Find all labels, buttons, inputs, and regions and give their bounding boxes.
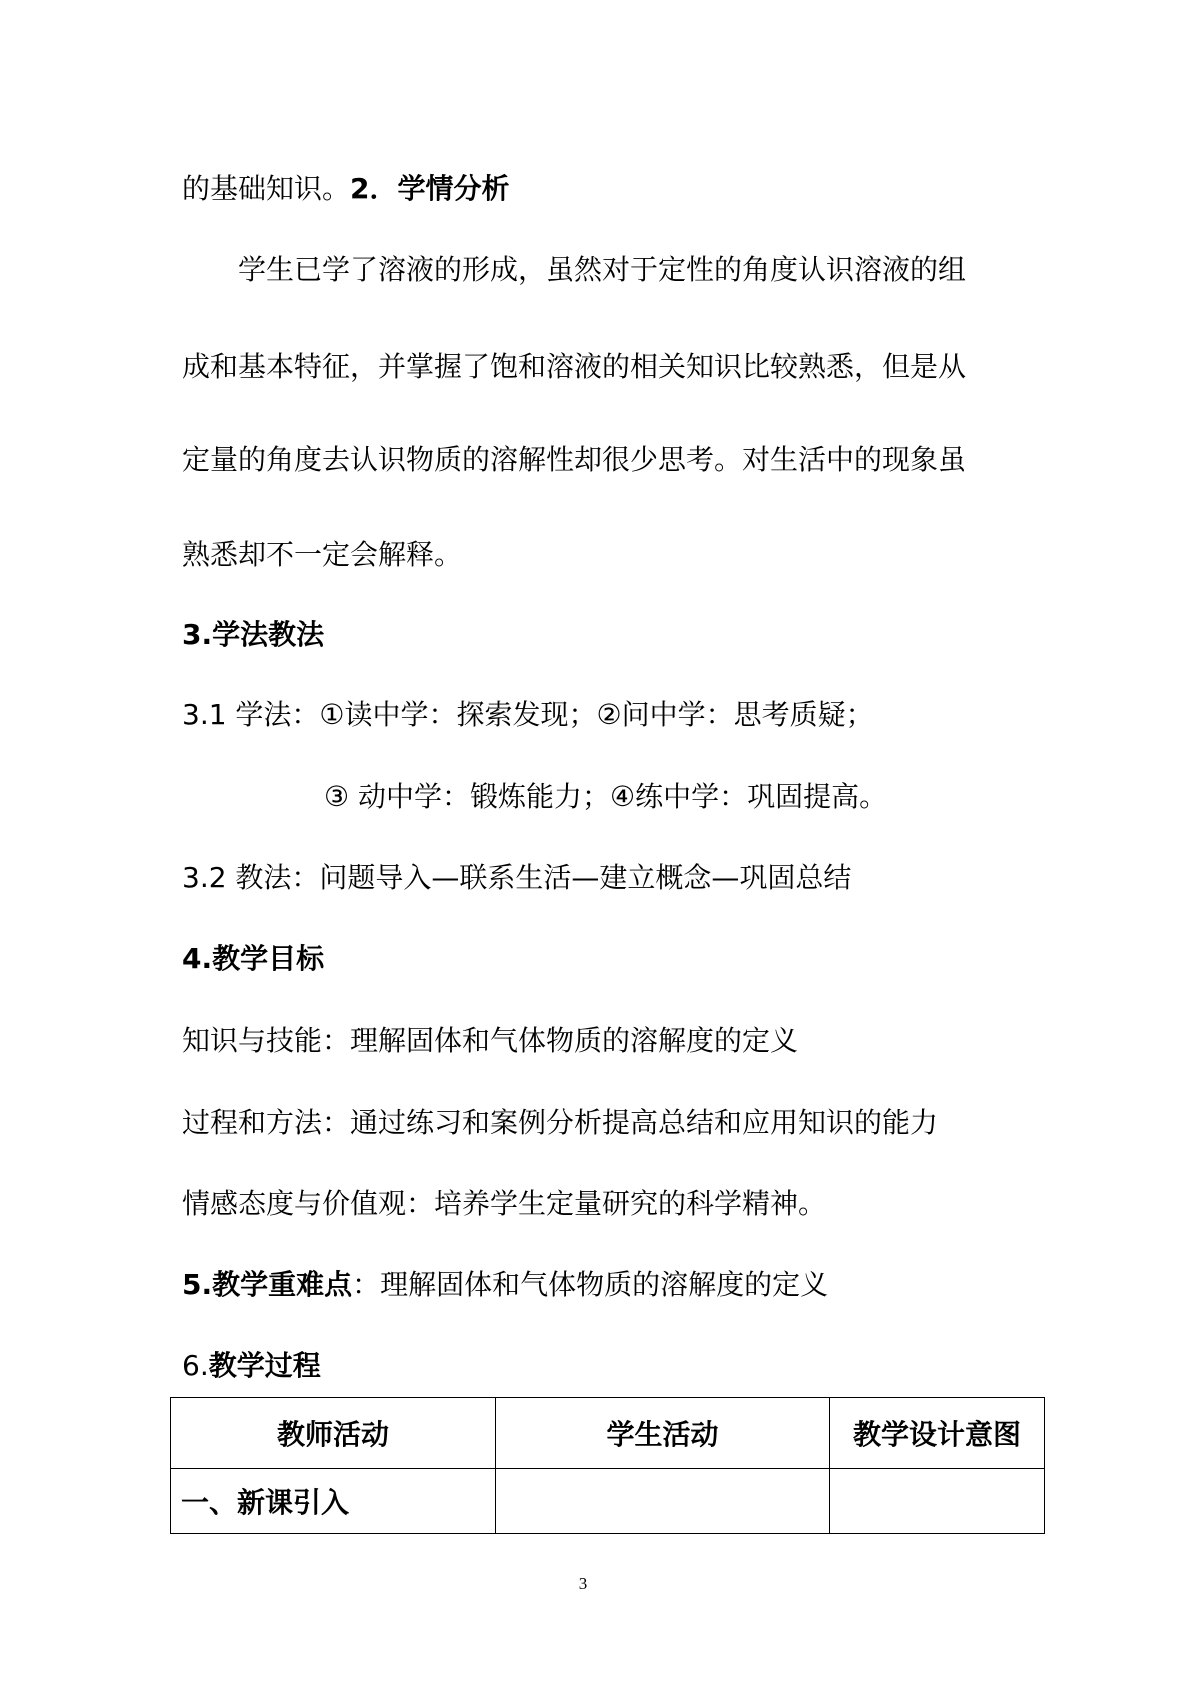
section6-number: 6. xyxy=(182,1349,209,1382)
cell-student-activity xyxy=(496,1469,830,1534)
section5-heading: 5.教学重难点 xyxy=(182,1268,353,1301)
section2-heading-line xyxy=(182,169,510,209)
cell-teacher-activity: 一、新课引入 xyxy=(171,1469,496,1534)
goal-process-methods: 过程和方法：通过练习和案例分析提高总结和应用知识的能力 xyxy=(182,1106,939,1139)
section2-heading: 2．学情分析 xyxy=(350,172,510,205)
section4-heading: 4.教学目标 xyxy=(182,942,325,975)
header-teacher-activity: 教师活动 xyxy=(171,1398,496,1469)
section6-heading: 教学过程 xyxy=(208,1349,321,1382)
cell-design-intent xyxy=(830,1469,1045,1534)
section5-line xyxy=(182,1265,828,1305)
section2-paragraph-line-3: 定量的角度去认识物质的溶解性却很少思考。对生活中的现象虽 xyxy=(182,443,967,476)
teaching-methods-line: 3.2 教法：问题导入—联系生活—建立概念—巩固总结 xyxy=(182,861,852,894)
goal-knowledge-skills: 知识与技能：理解固体和气体物质的溶解度的定义 xyxy=(182,1024,799,1057)
section6-line xyxy=(182,1346,321,1386)
teaching-process-table xyxy=(170,1397,1045,1534)
section5-text: ：理解固体和气体物质的溶解度的定义 xyxy=(352,1268,829,1301)
table-header-row xyxy=(171,1398,1045,1469)
section2-paragraph-line-2: 成和基本特征，并掌握了饱和溶液的相关知识比较熟悉，但是从 xyxy=(182,350,967,383)
learning-methods-line-2: ③ 动中学：锻炼能力；④练中学：巩固提高。 xyxy=(324,780,888,813)
learning-methods-line-1: 3.1 学法：①读中学：探索发现；②问中学：思考质疑； xyxy=(182,698,874,731)
section2-paragraph-line-1: 学生已学了溶液的形成，虽然对于定性的角度认识溶液的组 xyxy=(238,253,967,286)
section3-heading: 3.学法教法 xyxy=(182,618,325,651)
header-student-activity: 学生活动 xyxy=(496,1398,830,1469)
table-row xyxy=(171,1469,1045,1534)
section2-paragraph-line-4: 熟悉却不一定会解释。 xyxy=(182,538,463,571)
page-number: 3 xyxy=(578,1574,588,1593)
header-design-intent: 教学设计意图 xyxy=(830,1398,1045,1469)
previous-paragraph-tail: 的基础知识。 xyxy=(182,172,351,205)
goal-emotion-values: 情感态度与价值观：培养学生定量研究的科学精神。 xyxy=(182,1187,827,1220)
